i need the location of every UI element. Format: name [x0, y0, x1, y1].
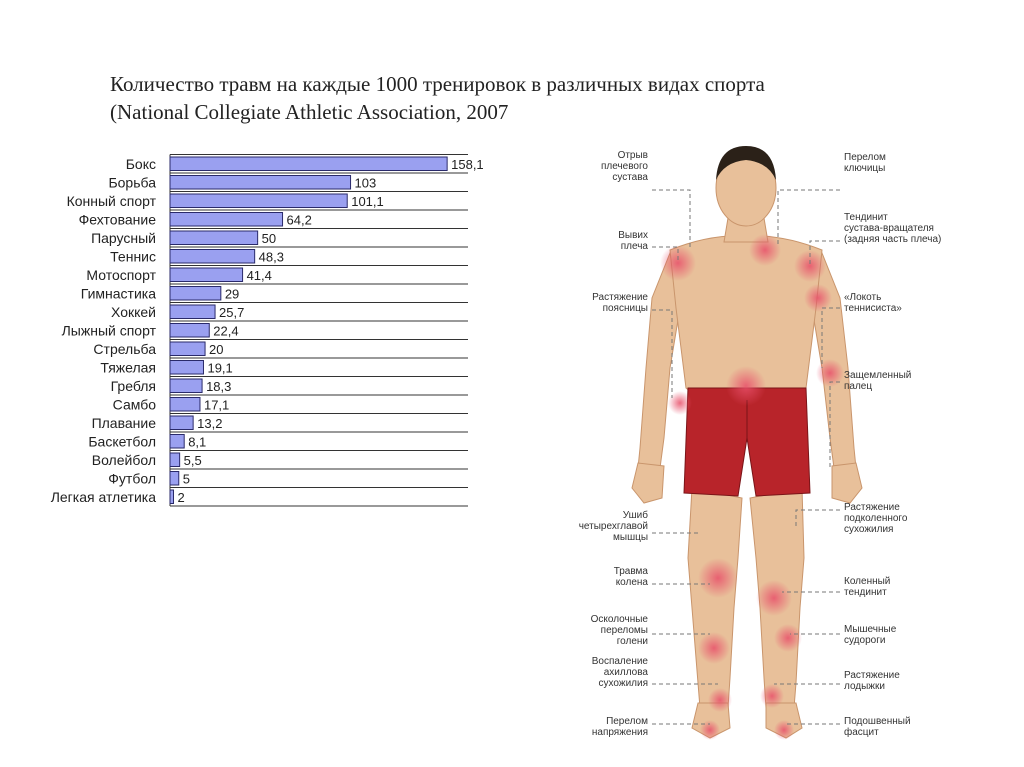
value-label: 158,1	[451, 156, 484, 172]
label-plantar-fasciitis: Подошвенный фасцит	[844, 716, 911, 738]
label-shoulder-avulsion: Отрыв плечевого сустава	[600, 150, 648, 183]
category-label: Гимнастика	[80, 285, 156, 302]
bar	[170, 342, 205, 356]
value-label: 20	[209, 341, 224, 357]
title-line-2: (National Collegiate Athletic Association, 2007	[110, 100, 509, 124]
bar	[170, 250, 255, 264]
category-label: Мотоспорт	[86, 266, 156, 283]
category-label: Хоккей	[111, 303, 156, 320]
value-label: 25,7	[219, 304, 245, 320]
category-label: Волейбол	[91, 451, 156, 468]
label-jammed-finger: Защемленный палец	[844, 370, 912, 392]
anatomy-figure	[560, 138, 965, 763]
bar	[170, 379, 202, 393]
category-label: Фехтование	[78, 211, 156, 228]
body-silhouette	[632, 146, 862, 738]
bar	[170, 453, 180, 467]
value-label: 2	[177, 489, 185, 505]
label-achilles-tendinitis: Воспаление ахиллова сухожилия	[591, 656, 648, 689]
title-line-1: Количество травм на каждые 1000 тренировок в различных видах спорта	[110, 72, 765, 96]
label-knee-injury: Травма колена	[613, 566, 648, 588]
label-muscle-cramps: Мышечные судороги	[844, 624, 897, 646]
value-label: 101,1	[351, 193, 384, 209]
category-label: Борьба	[108, 174, 156, 191]
label-hamstring-strain: Растяжение подколенного сухожилия	[844, 502, 908, 535]
value-label: 41,4	[246, 267, 272, 283]
value-label: 22,4	[213, 323, 239, 339]
category-label: Бокс	[125, 155, 156, 172]
value-label: 5	[182, 471, 190, 487]
bar	[170, 287, 221, 301]
category-label: Самбо	[112, 396, 156, 413]
value-label: 29	[224, 286, 240, 302]
value-label: 18,3	[206, 378, 232, 394]
bar	[170, 398, 200, 412]
bar	[170, 268, 243, 282]
bar	[170, 231, 258, 245]
bar	[170, 157, 447, 171]
bar	[170, 176, 351, 190]
category-label: Парусный	[91, 229, 156, 246]
value-label: 48,3	[258, 249, 284, 265]
injury-bar-chart	[0, 0, 484, 520]
value-label: 17,1	[203, 397, 230, 413]
label-ankle-sprain: Растяжение лодыжки	[844, 670, 900, 692]
category-label: Лыжный спорт	[61, 322, 156, 339]
label-lumbar-strain: Растяжение поясницы	[592, 292, 648, 314]
category-label: Тяжелая	[100, 359, 156, 376]
category-label: Футбол	[108, 470, 156, 487]
value-label: 103	[354, 175, 377, 191]
bar	[170, 194, 347, 208]
bar	[170, 490, 174, 504]
label-tennis-elbow: «Локоть теннисиста»	[844, 292, 902, 314]
bar	[170, 435, 184, 449]
value-label: 50	[261, 230, 277, 246]
category-label: Конный спорт	[66, 192, 156, 209]
category-label: Легкая атлетика	[50, 488, 156, 505]
category-label: Теннис	[110, 248, 156, 265]
category-label: Баскетбол	[88, 433, 156, 450]
label-knee-tendinitis: Коленный тендинит	[844, 576, 891, 598]
label-shoulder-dislocation: Вывих плеча	[618, 230, 648, 252]
label-quadriceps-contusion: Ушиб четырехглавой мышцы	[578, 510, 648, 543]
bar	[170, 305, 215, 319]
category-label: Плавание	[91, 414, 156, 431]
value-label: 64,2	[286, 212, 312, 228]
bar	[170, 416, 193, 430]
value-label: 13,2	[197, 415, 223, 431]
bar	[170, 361, 203, 375]
label-shin-fractures: Осколочные переломы голени	[590, 614, 648, 647]
bar	[170, 213, 283, 227]
value-label: 19,1	[207, 360, 233, 376]
bar	[170, 324, 209, 338]
bar	[170, 472, 179, 486]
category-label: Стрельба	[93, 340, 156, 357]
label-stress-fracture: Перелом напряжения	[591, 716, 648, 738]
value-label: 5,5	[183, 452, 202, 468]
label-clavicle-fracture: Перелом ключицы	[844, 152, 886, 174]
label-rotator-cuff-tendinitis: Тендинит сустава-вращателя (задняя часть плеча)	[844, 212, 942, 245]
category-label: Гребля	[110, 377, 156, 394]
value-label: 8,1	[188, 434, 207, 450]
